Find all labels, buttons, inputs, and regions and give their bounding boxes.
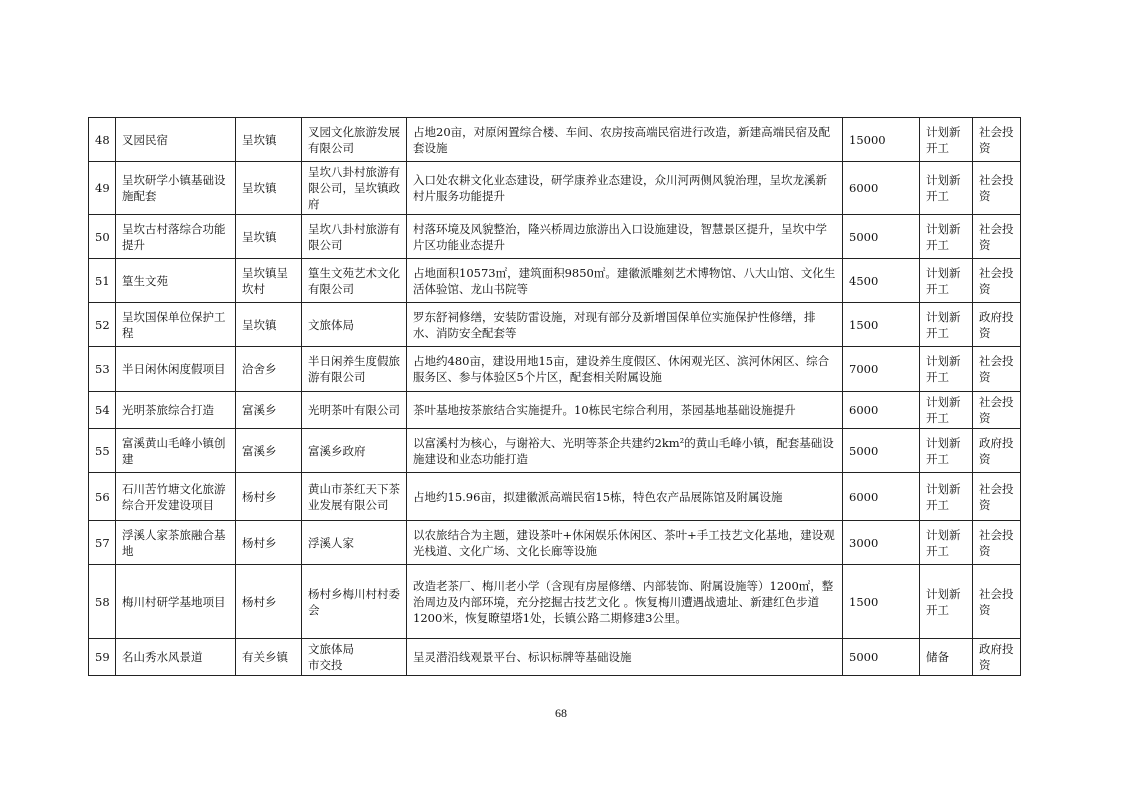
- project-content-cell: 以农旅结合为主题，建设茶叶+休闲娱乐休闲区、茶叶+手工技艺文化基地，建设观光栈道、文化广场、文化长廊等设施: [407, 521, 843, 565]
- investment-cell: 6000: [843, 162, 920, 215]
- project-content-cell: 呈灵潜沿线观景平台、标识标牌等基础设施: [407, 639, 843, 676]
- owner-cell: 文旅体局: [302, 303, 407, 347]
- project-content-cell: 罗东舒祠修缮，安装防雷设施，对现有部分及新增国保单位实施保护性修缮，排水、消防安全配套等: [407, 303, 843, 347]
- row-number-cell: 58: [89, 565, 116, 639]
- funding-type-cell: 社会投资: [973, 259, 1021, 303]
- project-content-cell: 占地20亩，对原闲置综合楼、车间、农房按高端民宿进行改造，新建高端民宿及配套设施: [407, 118, 843, 162]
- table-row: [89, 473, 1021, 521]
- owner-cell: 富溪乡政府: [302, 429, 407, 473]
- row-number-cell: 55: [89, 429, 116, 473]
- project-table: [88, 117, 1021, 676]
- project-name-cell: 光明茶旅综合打造: [116, 392, 236, 429]
- status-cell: 计划新开工: [920, 118, 973, 162]
- investment-cell: 1500: [843, 303, 920, 347]
- investment-cell: 6000: [843, 473, 920, 521]
- investment-cell: 6000: [843, 392, 920, 429]
- status-cell: 计划新开工: [920, 521, 973, 565]
- funding-type-cell: 社会投资: [973, 215, 1021, 259]
- table-row: [89, 347, 1021, 392]
- location-cell: 呈坎镇: [236, 118, 302, 162]
- location-cell: 呈坎镇呈坎村: [236, 259, 302, 303]
- project-name-cell: 呈坎古村落综合功能提升: [116, 215, 236, 259]
- row-number-cell: 59: [89, 639, 116, 676]
- page-number: 68: [555, 706, 567, 720]
- owner-cell: 光明茶叶有限公司: [302, 392, 407, 429]
- investment-cell: 4500: [843, 259, 920, 303]
- status-cell: 计划新开工: [920, 429, 973, 473]
- location-cell: 杨村乡: [236, 473, 302, 521]
- project-name-cell: 石川苦竹塘文化旅游综合开发建设项目: [116, 473, 236, 521]
- funding-type-cell: 社会投资: [973, 565, 1021, 639]
- owner-cell: 呈坎八卦村旅游有限公司: [302, 215, 407, 259]
- status-cell: 计划新开工: [920, 162, 973, 215]
- project-name-cell: 呈坎国保单位保护工程: [116, 303, 236, 347]
- project-name-cell: 半日闲休闲度假项目: [116, 347, 236, 392]
- project-name-cell: 浮溪人家茶旅融合基地: [116, 521, 236, 565]
- location-cell: 呈坎镇: [236, 162, 302, 215]
- table-row: [89, 215, 1021, 259]
- investment-cell: 5000: [843, 429, 920, 473]
- location-cell: 呈坎镇: [236, 303, 302, 347]
- project-content-cell: 茶叶基地按茶旅结合实施提升。10栋民宅综合利用，茶园基地基础设施提升: [407, 392, 843, 429]
- owner-cell: 杨村乡梅川村村委会: [302, 565, 407, 639]
- owner-cell: 浮溪人家: [302, 521, 407, 565]
- project-content-cell: 占地面积10573㎡，建筑面积9850㎡。建徽派雕刻艺术博物馆、八大山馆、文化生活体验馆、龙山书院等: [407, 259, 843, 303]
- row-number-cell: 51: [89, 259, 116, 303]
- row-number-cell: 48: [89, 118, 116, 162]
- table-row: [89, 259, 1021, 303]
- funding-type-cell: 社会投资: [973, 118, 1021, 162]
- investment-cell: 5000: [843, 639, 920, 676]
- location-cell: 呈坎镇: [236, 215, 302, 259]
- project-content-cell: 村落环境及风貌整治，隆兴桥周边旅游出入口设施建设，智慧景区提升，呈坎中学片区功能业态提升: [407, 215, 843, 259]
- table-row: [89, 162, 1021, 215]
- funding-type-cell: 政府投资: [973, 303, 1021, 347]
- row-number-cell: 56: [89, 473, 116, 521]
- project-content-cell: 入口处农耕文化业态建设，研学康养业态建设，众川河两侧风貌治理，呈坎龙溪新村片服务功能提升: [407, 162, 843, 215]
- status-cell: 计划新开工: [920, 215, 973, 259]
- owner-cell: 文旅体局 市交投: [302, 639, 407, 676]
- project-name-cell: 篁生文苑: [116, 259, 236, 303]
- project-name-cell: 叉园民宿: [116, 118, 236, 162]
- funding-type-cell: 政府投资: [973, 639, 1021, 676]
- project-content-cell: 改造老茶厂、梅川老小学（含现有房屋修缮、内部装饰、附属设施等）1200㎡，整治周边及内部环境，充分挖掘古技艺文化 。恢复梅川遭遇战遗址、新建红色步道1200米，恢复瞭望塔1处，长镇公路二期修建3公里。: [407, 565, 843, 639]
- owner-cell: 半日闲养生度假旅游有限公司: [302, 347, 407, 392]
- owner-cell: 呈坎八卦村旅游有限公司，呈坎镇政府: [302, 162, 407, 215]
- project-content-cell: 以富溪村为核心，与谢裕大、光明等茶企共建约2km²的黄山毛峰小镇，配套基础设施建设和业态功能打造: [407, 429, 843, 473]
- location-cell: 富溪乡: [236, 392, 302, 429]
- table-row: [89, 303, 1021, 347]
- table-row: [89, 639, 1021, 676]
- investment-cell: 15000: [843, 118, 920, 162]
- table-row: [89, 392, 1021, 429]
- funding-type-cell: 社会投资: [973, 347, 1021, 392]
- row-number-cell: 49: [89, 162, 116, 215]
- status-cell: 计划新开工: [920, 473, 973, 521]
- table-row: [89, 565, 1021, 639]
- row-number-cell: 54: [89, 392, 116, 429]
- status-cell: 计划新开工: [920, 565, 973, 639]
- project-name-cell: 富溪黄山毛峰小镇创建: [116, 429, 236, 473]
- funding-type-cell: 社会投资: [973, 521, 1021, 565]
- investment-cell: 7000: [843, 347, 920, 392]
- project-content-cell: 占地约480亩，建设用地15亩，建设养生度假区、休闲观光区、滨河休闲区、综合服务区、参与体验区5个片区，配套相关附属设施: [407, 347, 843, 392]
- table-row: [89, 118, 1021, 162]
- project-name-cell: 呈坎研学小镇基础设施配套: [116, 162, 236, 215]
- status-cell: 储备: [920, 639, 973, 676]
- owner-cell: 黄山市茶红天下茶业发展有限公司: [302, 473, 407, 521]
- location-cell: 杨村乡: [236, 565, 302, 639]
- project-name-cell: 梅川村研学基地项目: [116, 565, 236, 639]
- row-number-cell: 50: [89, 215, 116, 259]
- owner-cell: 篁生文苑艺术文化有限公司: [302, 259, 407, 303]
- investment-cell: 3000: [843, 521, 920, 565]
- funding-type-cell: 社会投资: [973, 473, 1021, 521]
- status-cell: 计划新开工: [920, 347, 973, 392]
- status-cell: 计划新开工: [920, 303, 973, 347]
- project-name-cell: 名山秀水风景道: [116, 639, 236, 676]
- status-cell: 计划新开工: [920, 392, 973, 429]
- location-cell: 有关乡镇: [236, 639, 302, 676]
- row-number-cell: 57: [89, 521, 116, 565]
- project-content-cell: 占地约15.96亩，拟建徽派高端民宿15栋，特色农产品展陈馆及附属设施: [407, 473, 843, 521]
- investment-cell: 1500: [843, 565, 920, 639]
- funding-type-cell: 社会投资: [973, 162, 1021, 215]
- table-row: [89, 429, 1021, 473]
- location-cell: 杨村乡: [236, 521, 302, 565]
- location-cell: 洽舍乡: [236, 347, 302, 392]
- funding-type-cell: 社会投资: [973, 392, 1021, 429]
- funding-type-cell: 政府投资: [973, 429, 1021, 473]
- investment-cell: 5000: [843, 215, 920, 259]
- status-cell: 计划新开工: [920, 259, 973, 303]
- location-cell: 富溪乡: [236, 429, 302, 473]
- owner-cell: 叉园文化旅游发展有限公司: [302, 118, 407, 162]
- row-number-cell: 52: [89, 303, 116, 347]
- table-row: [89, 521, 1021, 565]
- row-number-cell: 53: [89, 347, 116, 392]
- table-body: [89, 118, 1021, 676]
